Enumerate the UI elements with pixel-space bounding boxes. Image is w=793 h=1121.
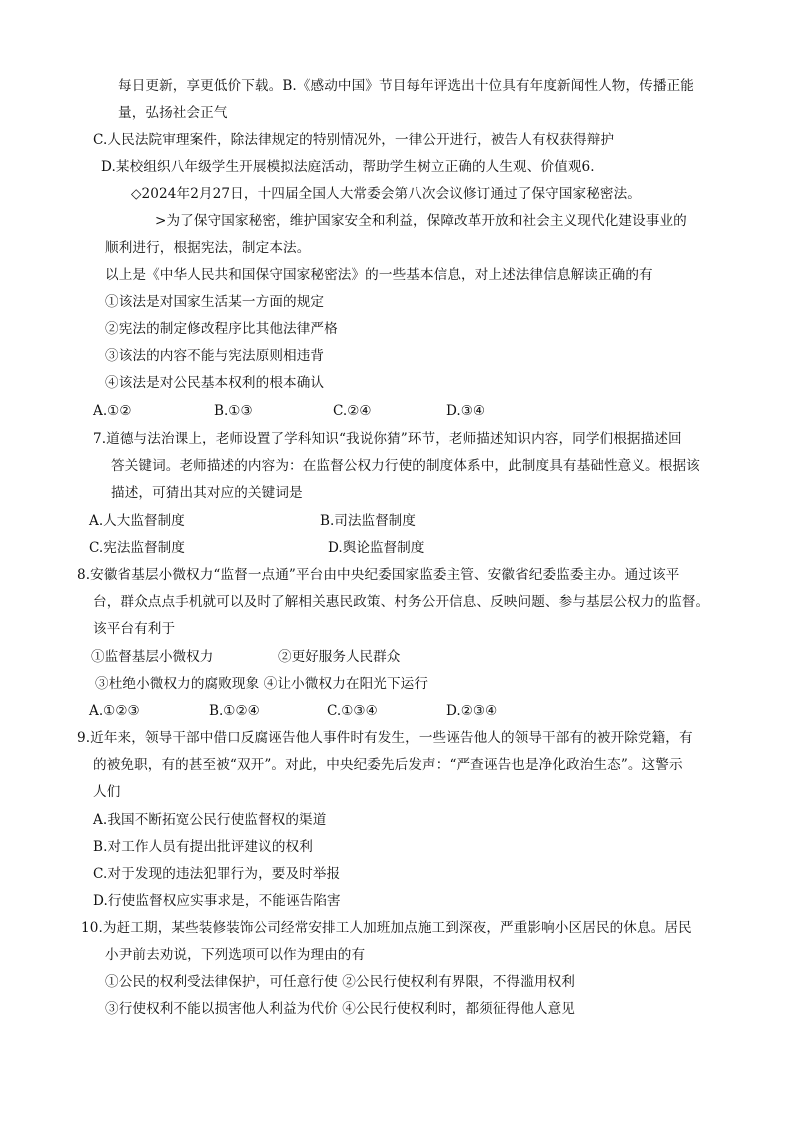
q8-choice-c: C.①③④ xyxy=(327,703,378,719)
q7-choice-c: C.宪法监督制度 xyxy=(89,540,185,556)
q9-option-b: B.对工作人员有提出批评建议的权利 xyxy=(93,839,313,855)
q6-item-4: ④该法是对公民基本权利的根本确认 xyxy=(105,375,325,391)
q9-option-d: D.行使监督权应实事求是，不能诬告陷害 xyxy=(93,893,341,909)
q9-stem-line3: 人们 xyxy=(93,784,121,800)
q7-choice-a: A.人大监督制度 xyxy=(89,513,185,529)
q10-stem-line1: 10.为赶工期，某些装修装饰公司经常安排工人加班加点施工到深夜，严重影响小区居民的休息。居民 xyxy=(81,920,692,936)
q8-item-2: ②更好服务人民群众 xyxy=(278,649,401,665)
q8-item-1: ①监督基层小微权力 xyxy=(91,649,214,665)
q6-choice-d: D.③④ xyxy=(446,403,486,419)
q8-choice-b: B.①②④ xyxy=(209,703,260,719)
q6-choice-b: B.①③ xyxy=(214,403,253,419)
q8-stem-line3: 该平台有利于 xyxy=(93,621,176,637)
q8-items-row2: ③杜绝小微权力的腐败现象 ④让小微权力在阳光下运行 xyxy=(95,676,429,692)
q10-items-row1: ①公民的权利受法律保护，可任意行使 ②公民行使权利有界限，不得滥用权利 xyxy=(105,974,576,990)
q6-info-2-line1: >为了保守国家秘密，维护国家安全和利益，保障改革开放和社会主义现代化建设事业的 xyxy=(155,213,687,229)
q6-info-2-line2: 顺利进行，根据宪法，制定本法。 xyxy=(105,240,311,256)
q8-stem-line2: 台，群众点点手机就可以及时了解相关惠民政策、村务公开信息、反映问题、参与基层公权力的监督。 xyxy=(93,594,710,610)
q5-option-b-line1: 每日更新，享更低价下载。B.《感动中国》节目每年评选出十位具有年度新闻性人物，传播正能 xyxy=(118,78,694,94)
q9-stem-line2: 的被免职，有的甚至被“双开”。对此，中央纪委先后发声：“严查诬告也是净化政治生态”。这警示 xyxy=(93,757,683,773)
q7-stem-line2: 答关键词。老师描述的内容为：在监督公权力行使的制度体系中，此制度具有基础性意义。根据该 xyxy=(111,458,700,474)
q6-stem: 以上是《中华人民共和国保守国家秘密法》的一些基本信息，对上述法律信息解读正确的有 xyxy=(105,267,653,283)
q9-option-c: C.对于发现的违法犯罪行为，要及时举报 xyxy=(93,866,341,882)
q6-choice-a: A.①② xyxy=(93,403,132,419)
q7-stem-line3: 描述，可猜出其对应的关键词是 xyxy=(111,485,303,501)
q9-option-a: A.我国不断拓宽公民行使监督权的渠道 xyxy=(93,812,327,828)
q8-choice-d: D.②③④ xyxy=(446,703,498,719)
q6-item-1: ①该法是对国家生活某一方面的规定 xyxy=(105,294,325,310)
q8-choice-a: A.①②③ xyxy=(89,703,140,719)
q6-choice-c: C.②④ xyxy=(333,403,372,419)
q5-option-d: D.某校组织八年级学生开展模拟法庭活动，帮助学生树立正确的人生观、价值观6. xyxy=(101,159,595,175)
q6-item-2: ②宪法的制定修改程序比其他法律严格 xyxy=(105,321,338,337)
q7-choice-d: D.舆论监督制度 xyxy=(328,540,425,556)
q10-stem-line2: 小尹前去劝说，下列选项可以作为理由的有 xyxy=(105,947,366,963)
q5-option-c: C.人民法院审理案件，除法律规定的特别情况外，一律公开进行，被告人有权获得辩护 xyxy=(93,132,615,148)
q8-stem-line1: 8.安徽省基层小微权力“监督一点通”平台由中央纪委国家监委主管、安徽省纪委监委主办。通过该平 xyxy=(77,567,680,583)
q10-items-row2: ③行使权利不能以损害他人利益为代价 ④公民行使权利时，都须征得他人意见 xyxy=(105,1001,576,1017)
q7-stem-line1: 7.道德与法治课上，老师设置了学科知识“我说你猜”环节，老师描述知识内容，同学们根据描述回 xyxy=(93,431,682,447)
q9-stem-line1: 9.近年来，领导干部中借口反腐诬告他人事件时有发生，一些诬告他人的领导干部有的被开除党籍，有 xyxy=(77,730,693,746)
q6-item-3: ③该法的内容不能与宪法原则相违背 xyxy=(105,348,325,364)
q7-choice-b: B.司法监督制度 xyxy=(320,513,416,529)
q5-option-b-line2: 量，弘扬社会正气 xyxy=(118,105,228,121)
q6-info-1: ◇2024年2月27日，十四届全国人大常委会第八次会议修订通过了保守国家秘密法。 xyxy=(131,186,641,202)
